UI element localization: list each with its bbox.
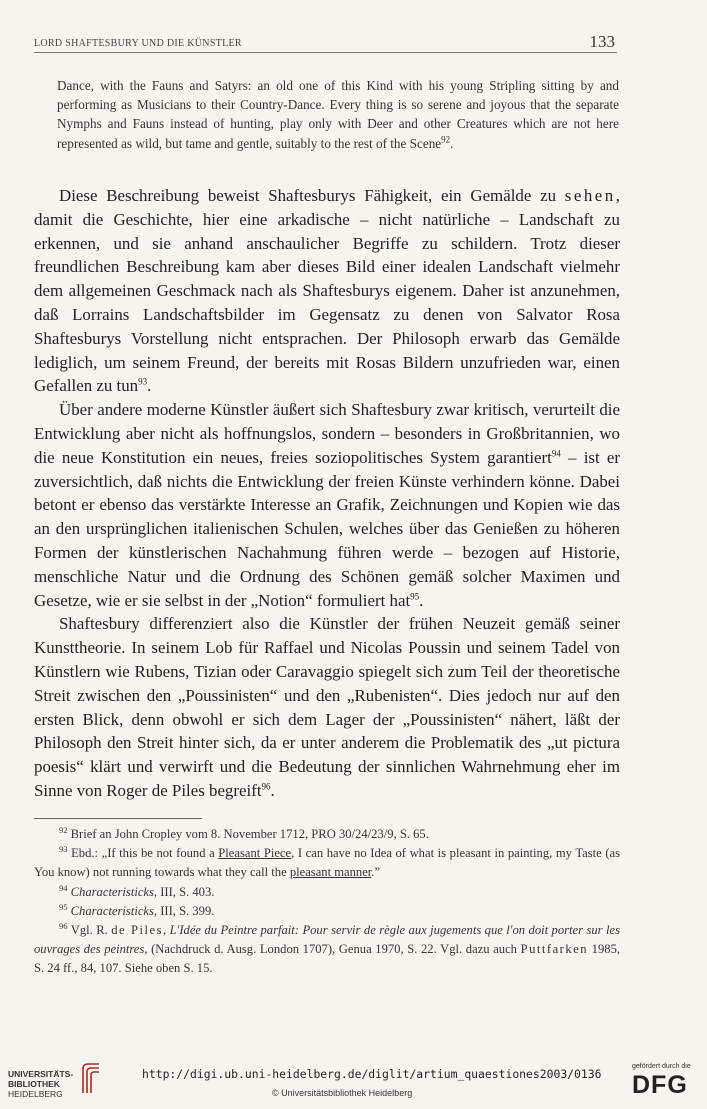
dfg-logo: DFG (632, 1071, 688, 1099)
page-number: 133 (589, 32, 615, 51)
running-head: LORD SHAFTESBURY UND DIE KÜNSTLER (34, 38, 242, 49)
footnote-ref[interactable]: 95 (410, 590, 420, 601)
page-header (34, 32, 617, 53)
work-title: Characteristicks (70, 903, 154, 918)
footnote-divider (34, 818, 202, 819)
footnote-ref[interactable]: 93 (138, 376, 148, 387)
footnote: $^{92}$ Brief an John Cropley vom 8. November 1712, PRO 30/24/23/9, S. 65. (59, 824, 429, 841)
footnote-number: 92 (59, 824, 68, 835)
footnote-ref[interactable]: 94 (551, 448, 561, 459)
copyright-notice: © Universitätsbibliothek Heidelberg (272, 1088, 413, 1098)
author-name: de Piles (111, 923, 164, 938)
block-quote: Dance, with the Fauns and Satyrs: an old one of this Kind with his young Stripling sitting by and performing as Musicians to their Country-Dance. Every thing is so serene and joyous that the separate Nymphs and Fauns instead of hunting, play only with Deer and other Creatures which are not here represented as wild, but tame and gentle, suitably to the rest of the Scene$^{92}$. (57, 78, 619, 151)
author-name: Puttfarken (520, 942, 589, 957)
paragraph: Shaftesbury differenziert also die Künstler der frühen Neuzeit gemäß seiner Kunsttheorie. In seinem Lob für Raffael und Nicolas Poussin und seinem Tadel von Künstlern wie Rubens, Tizian oder Caravaggio spiegelt sich zum Teil der theoretische Streit zwischen den „Poussinisten“ und den „Rubenisten“. Dies jedoch nur auf den ersten Blick, denn obwohl er sich dem Lager der „Poussinisten“ nähert, läßt der Philosoph den Streit hinter sich, da er unter anderem die Problematik des „ut pictura poesis“ klärt und verwirft und die Bedeutung der sinnlichen Wahrnehmung eher im Sinne von Roger de Piles begreift$^{96}$. (34, 614, 620, 800)
footnote: $^{95}$ Characteristicks, III, S. 399. (59, 901, 215, 918)
footnote-number: 94 (59, 882, 68, 893)
emphasis-spaced: sehen (564, 186, 616, 205)
footnote-ref[interactable]: 92 (441, 134, 451, 145)
funding-label: gefördert durch die (632, 1063, 691, 1070)
work-title: L'Idée du Peintre parfait: Pour servir de règle aux jugements que l'on doit porter sur les ouvrages des peintres (34, 923, 621, 957)
library-name: UNIVERSITÄTS- BIBLIOTHEK HEIDELBERG (8, 1069, 74, 1099)
library-logo-icon (80, 1061, 102, 1095)
footnotes (34, 825, 620, 979)
underlined-text: pleasant manner (289, 865, 372, 880)
underlined-text: Pleasant Piece (218, 846, 292, 861)
body-text (34, 184, 620, 803)
quote-text: Dance, with the Fauns and Satyrs: an old one of this Kind with his young Stripling sitting by and performing as Musicians to their Country-Dance. Every thing is so serene and joyous that the separate Nymphs and Fauns instead of hunting, play only with Deer and other Creatures which are not here represented as wild, but tame and gentle, suitably to the rest of the Scene (57, 78, 619, 151)
paragraph: Diese Beschreibung beweist Shaftesburys Fähigkeit, ein Gemälde zu sehen, damit die Geschichte, hier eine arkadische – nicht natürliche – Landschaft zu erkennen, und sie anhand anschaulicher Begriffe zu schildern. Trotz dieser freundlichen Beschreibung kam aber dieses Bild einer idealen Landschaft vielmehr dem allgemeinen Geschmack nach als Shaftesburys eigenem. Daher ist anzunehmen, daß Lorrains Landschaftsbilder im Gegensatz zu denen von Salvator Rosa Shaftesburys Vorstellung nicht entsprachen. Der Philosoph erwarb das Gemälde lediglich, um seinem Freund, der bereits mit Rosas Bildern unzufrieden war, einen Gefallen zu tun$^{93}$. (34, 186, 620, 396)
footnote-ref[interactable]: 96 (261, 781, 271, 792)
work-title: Characteristicks (70, 884, 154, 899)
footnote: $^{93}$ Ebd.: „If this be not found a Pleasant Piece, I can have no Idea of what is pleasant in painting, my Taste (as You know) not running towards what they call the pleasant manner.” (34, 844, 621, 880)
footnote: $^{96}$ Vgl. R. de Piles, L'Idée du Peintre parfait: Pour servir de règle aux jugements que l'on doit porter sur les ouvrages des peintres, (Nachdruck d. Ausg. London 1707), Genua 1970, S. 22. Vgl. dazu auch Puttfarken 1985, S. 24 ff., 84, 107. Siehe oben S. 15. (34, 920, 621, 976)
footnote: $^{94}$ Characteristicks, III, S. 403. (59, 882, 215, 899)
digitization-footer (0, 1057, 707, 1109)
paragraph: Über andere moderne Künstler äußert sich Shaftesbury zwar kritisch, verurteilt die Entwicklung aber nicht als hoffnungslos, sondern – besonders in Großbritannien, wo die neue Konstitution ein neues, freies soziopolitisches System garantiert$^{94}$ – ist er zuversichtlich, daß nichts die Entwicklung der freien Künste verhindern könne. Dabei betont er ebenso das verstärkte Interesse an Grafik, Zeichnungen und Kopien wie das an den ursprünglichen italienischen Schulen, welches über das Genießen zu höheren Formen der künstlerischen Nachahmung führen werde – bezogen auf Historie, menschliche Natur und die Ordnung des Schönen gemäß solcher Maximen und Gesetze, wie er sie selbst in der „Notion“ formuliert hat$^{95}$. (34, 400, 620, 610)
footnote-number: 93 (59, 844, 68, 855)
footnote-number: 96 (59, 920, 68, 931)
footnote-number: 95 (59, 901, 68, 912)
permalink[interactable]: http://digi.ub.uni-heidelberg.de/diglit/artium_quaestiones2003/0136 (142, 1067, 602, 1081)
